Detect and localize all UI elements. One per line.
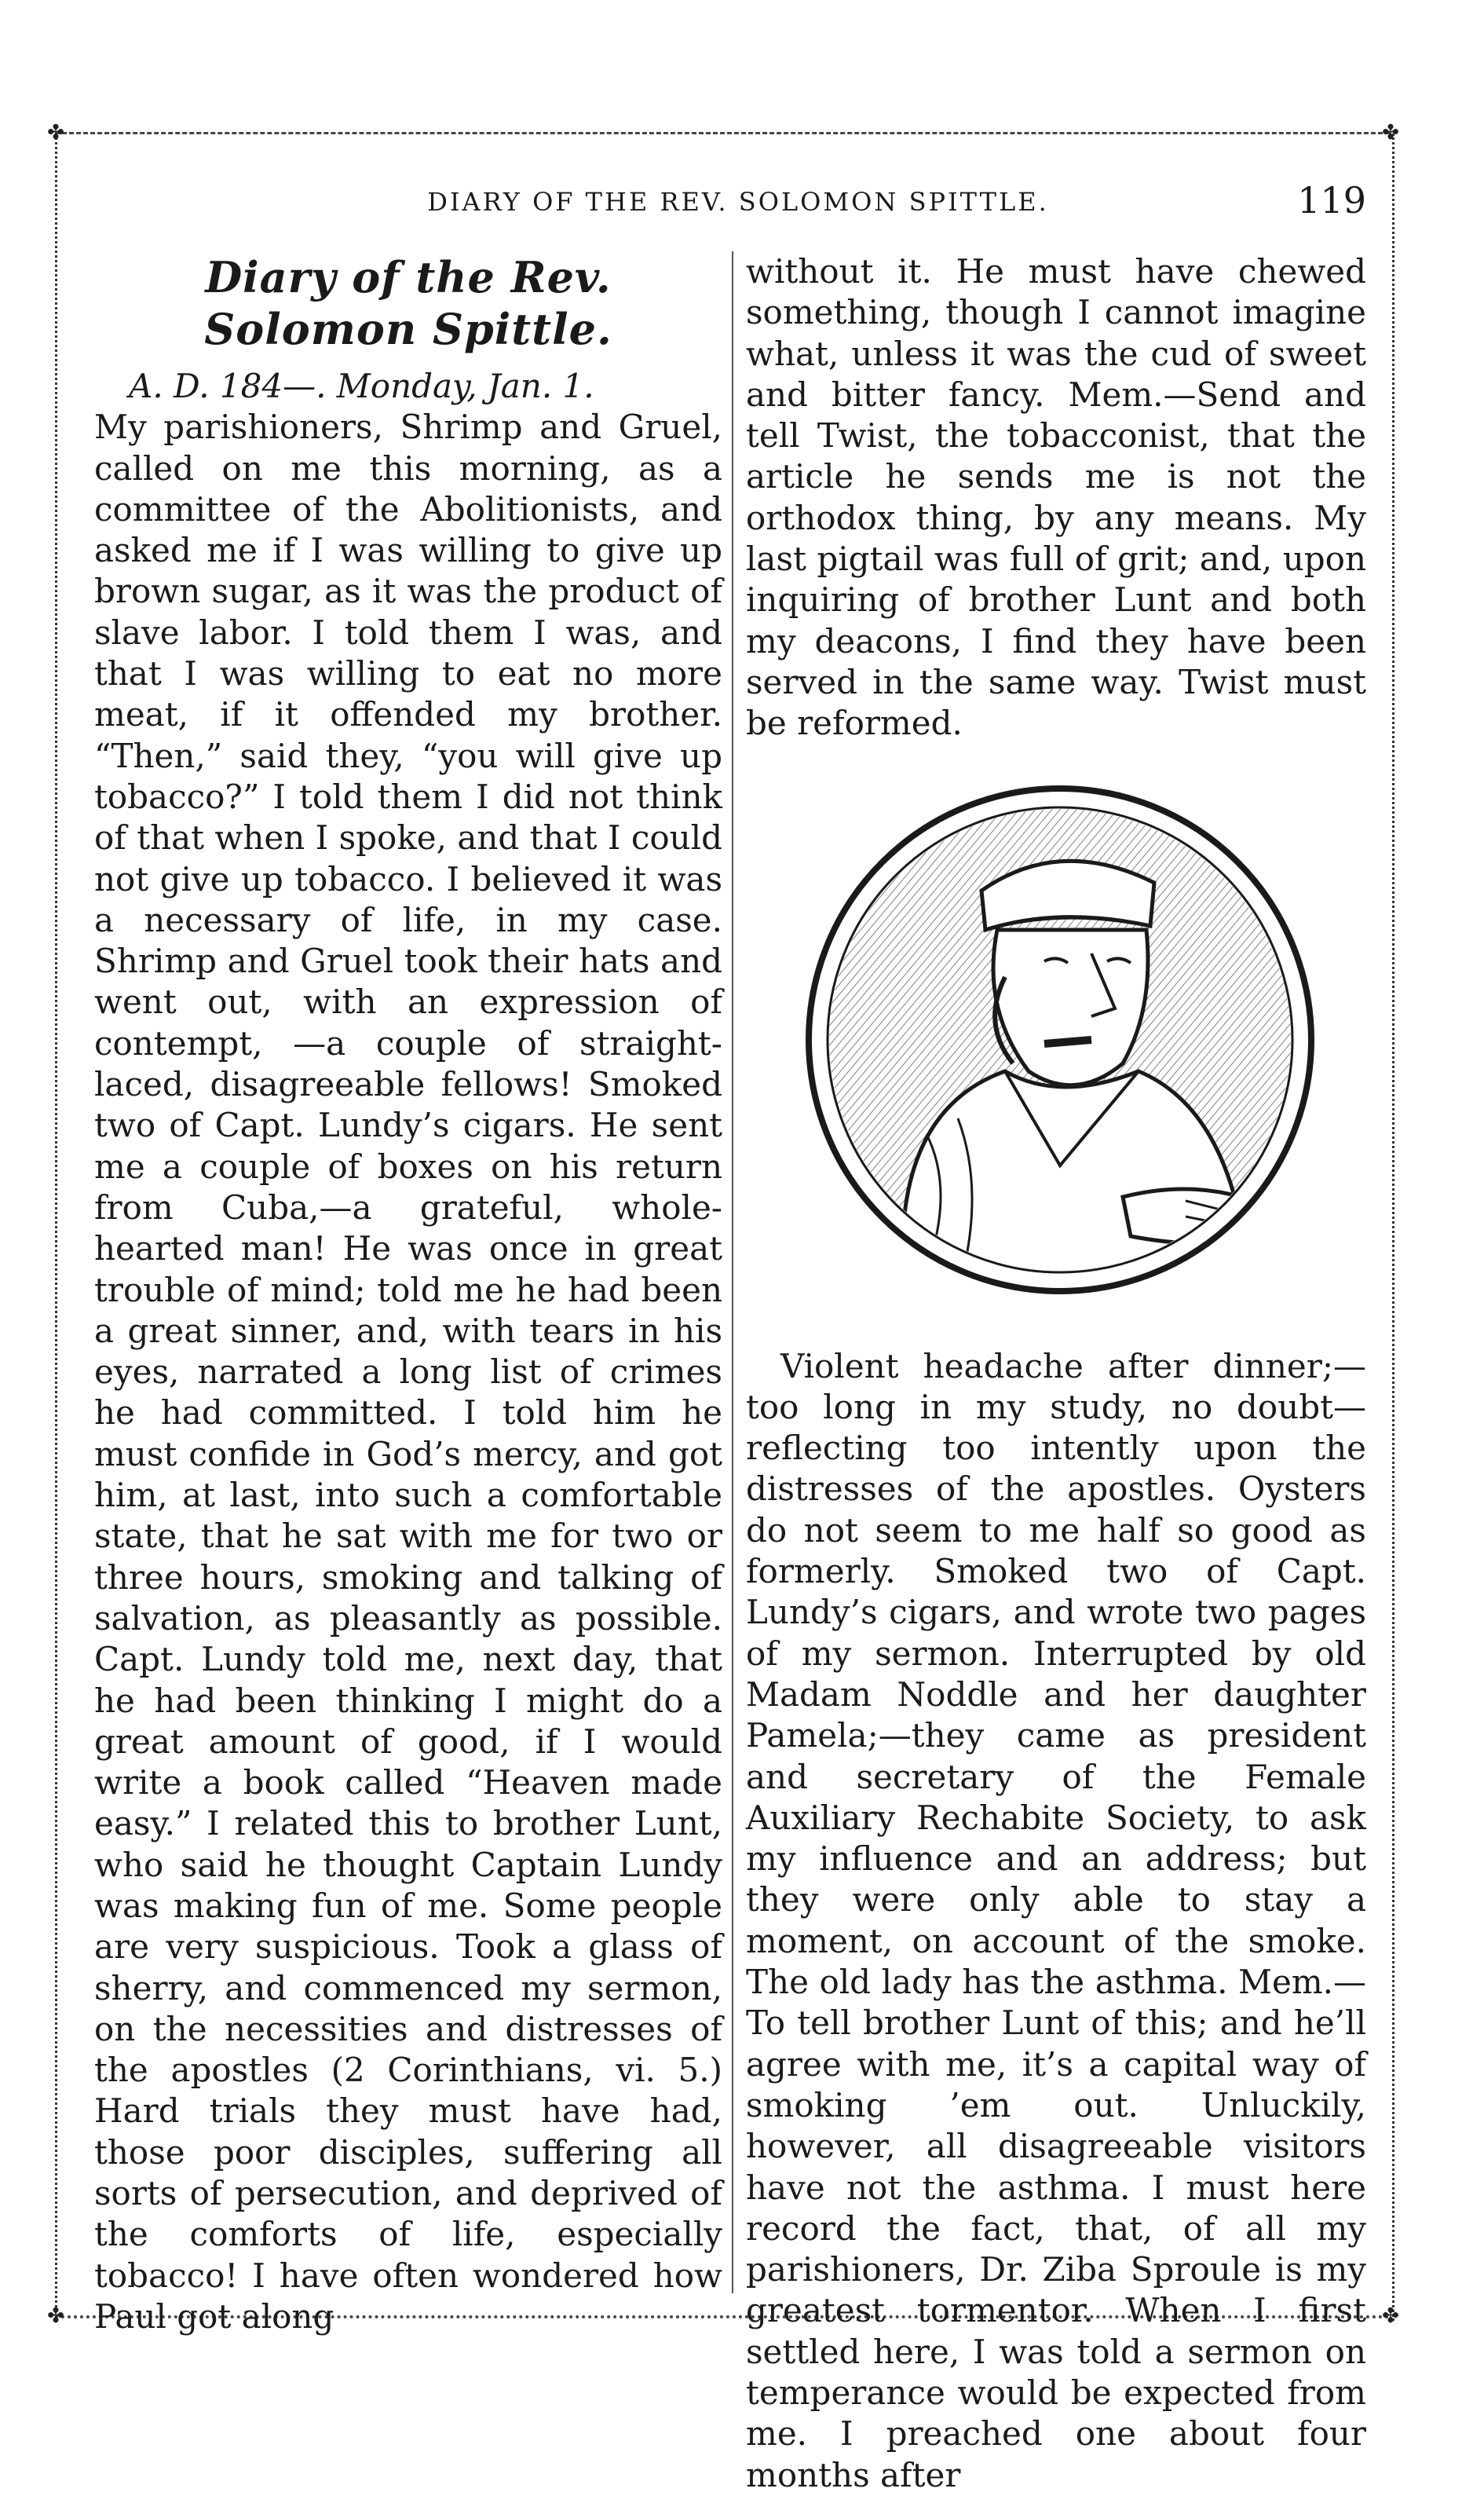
corner-ornament-icon: ✤ — [1382, 121, 1399, 145]
left-column — [94, 251, 722, 2337]
right-column — [746, 251, 1366, 2496]
running-head — [94, 179, 1382, 226]
corner-ornament-icon: ✤ — [1382, 2304, 1399, 2328]
page-number: 119 — [1297, 179, 1366, 221]
body-text: without it. He must have chewed something, though I cannot imagine what, unless it was the cud of sweet and bitter fancy. Mem.—Send and tell Twist, the tobacconist, that the article he sends me is not the orthodox thing, by any means. My last pigtail was full of grit; and, upon inquiring of brother Lunt and both my deacons, I find they have been served in the same way. Twist must be reformed. — [746, 252, 1366, 743]
column-divider — [732, 251, 733, 2293]
smoking-man-portrait-icon — [746, 773, 1366, 1315]
body-text: Violent headache after dinner;—too long in my study, no doubt—reflecting too intently upon the distresses of the apostles. Oysters do not seem to me half so good as formerly. Smoked two of Capt. Lundy’s cigars, and wrote two pages of my sermon. Interrupted by old Madam Noddle and her daughter Pamela;—they came as president and secretary of the Female Auxiliary Rechabite Society, to ask my influence and an address; but they were only able to stay a moment, on account of the smoke. The old lady has the asthma. Mem.—To tell brother Lunt of this; and he’ll agree with me, it’s a capital way of smoking ’em out. Unluckily, however, all disagreeable visitors have not the asthma. I must here record the fact, that, of all my parishioners, Dr. Ziba Sproule is my greatest tormentor. When I first settled here, I was told a sermon on temperance would be expected from me. I preached one about four months after — [746, 1346, 1366, 2494]
running-title: DIARY OF THE REV. SOLOMON SPITTLE. — [427, 187, 1049, 217]
body-text: My parishioners, Shrimp and Gruel, called on me this morning, as a committee of the Abolitionists, and asked me if I was willing to give up brown sugar, as it was the product of slave labor. I told them I was, and that I was willing to eat no more meat, if it offended my brother. “Then,” said they, “you will give up tobacco?” I told them I did not think of that when I spoke, and that I could not give up tobacco. I believed it was a necessary of life, in my case. Shrimp and Gruel took their hats and went out, with an expression of contempt, —a couple of straight-laced, disagreeable fellows! Smoked two of Capt. Lundy’s cigars. He sent me a couple of boxes on his return from Cuba,—a grateful, whole-hearted man! He was once in great trouble of mind; told me he had been a great sinner, and, with tears in his eyes, narrated a long list of crimes he had committed. I told him he must confide in God’s mercy, and got him, at last, into such a comfortable state, that he sat with me for two or three hours, smoking and talking of salvation, as pleasantly as possible. Capt. Lundy told me, next day, that he had been thinking I might do a great amount of good, if I would write a book called “Heaven made easy.” I related this to brother Lunt, who said he thought Captain Lundy was making fun of me. Some people are very suspicious. Took a glass of sherry, and commenced my sermon, on the necessities and distresses of the apostles (2 Corinthians, vi. 5.) Hard trials they must have had, those poor disciples, suffering all sorts of persecution, and deprived of the comforts of life, especially tobacco! I have often wondered how Paul got along — [94, 408, 722, 2336]
illustration — [746, 773, 1366, 1315]
corner-ornament-icon: ✤ — [47, 2304, 64, 2328]
corner-ornament-icon: ✤ — [47, 121, 64, 145]
dateline: A. D. 184—. Monday, Jan. 1. — [129, 367, 594, 405]
article-heading: Diary of the Rev. Solomon Spittle. — [204, 252, 612, 354]
